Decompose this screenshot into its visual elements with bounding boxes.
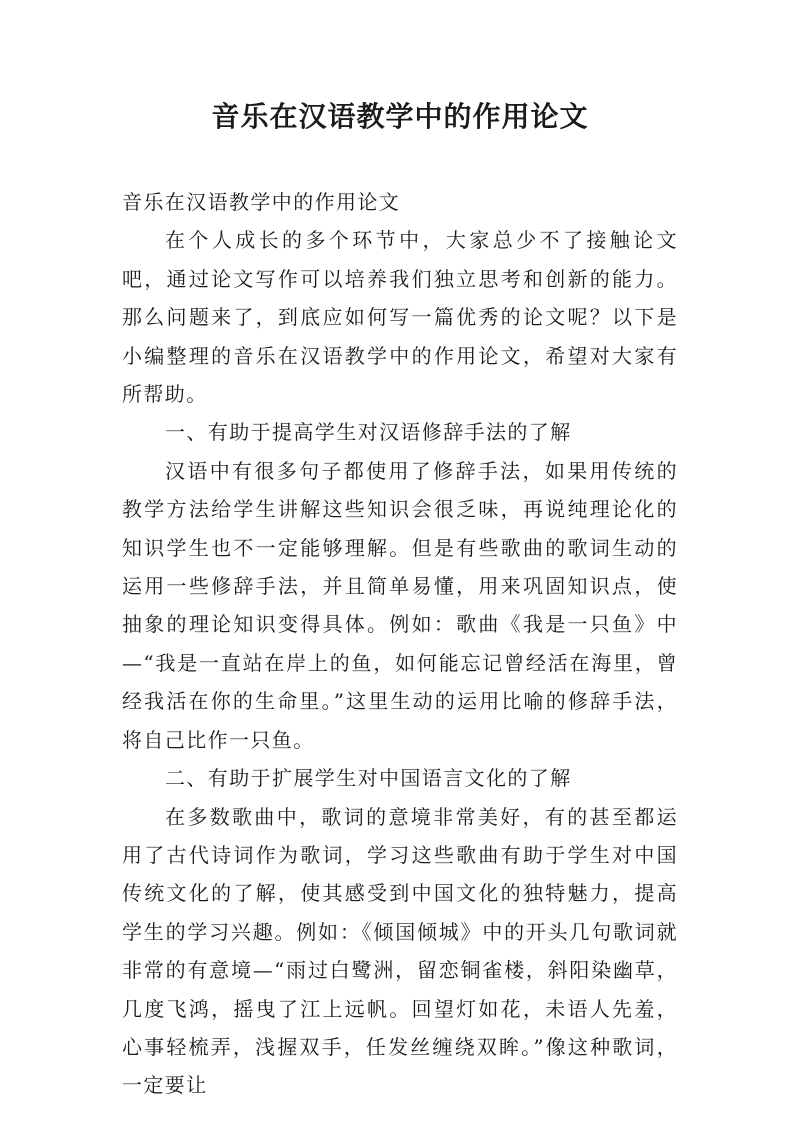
section-heading-1: 一、有助于提高学生对汉语修辞手法的了解 bbox=[165, 420, 572, 445]
document-title: 音乐在汉语教学中的作用论文 bbox=[211, 100, 589, 133]
section-1-paragraph: 汉语中有很多句子都使用了修辞手法，如果用传统的教学方法给学生讲解这些知识会很乏味，再说纯理论化的知识学生也不一定能够理解。但是有些歌曲的歌词生动的运用一些修辞手法，并且简单易懂，用来巩固知识点，使抽象的理论知识变得具体。例如：歌曲《我是一只鱼》中—“我是一直站在岸上的鱼，如何能忘记曾经活在海里，曾经我活在你的生命里。”这里生动的运用比喻的修辞手法，将自己比作一只鱼。 bbox=[122, 458, 678, 752]
section-2-paragraph: 在多数歌曲中，歌词的意境非常美好，有的甚至都运用了古代诗词作为歌词，学习这些歌曲有助于学生对中国传统文化的了解，使其感受到中国文化的独特魅力，提高学生的学习兴趣。例如：《倾国倾城》中的开头几句歌词就非常的有意境—“雨过白鹭洲，留恋铜雀楼，斜阳染幽草，几度飞鸿，摇曳了江上远帆。回望灯如花，未语人先羞，心事轻梳弄，浅握双手，任发丝缠绕双眸。”像这种歌词，一定要让 bbox=[122, 804, 678, 1098]
intro-paragraph: 在个人成长的多个环节中，大家总少不了接触论文吧，通过论文写作可以培养我们独立思考和创新的能力。那么问题来了，到底应如何写一篇优秀的论文呢？以下是小编整理的音乐在汉语教学中的作用论文，希望对大家有所帮助。 bbox=[122, 228, 678, 407]
document-subtitle: 音乐在汉语教学中的作用论文 bbox=[122, 190, 401, 214]
document-body bbox=[122, 183, 678, 1105]
section-heading-2: 二、有助于扩展学生对中国语言文化的了解 bbox=[165, 766, 572, 791]
